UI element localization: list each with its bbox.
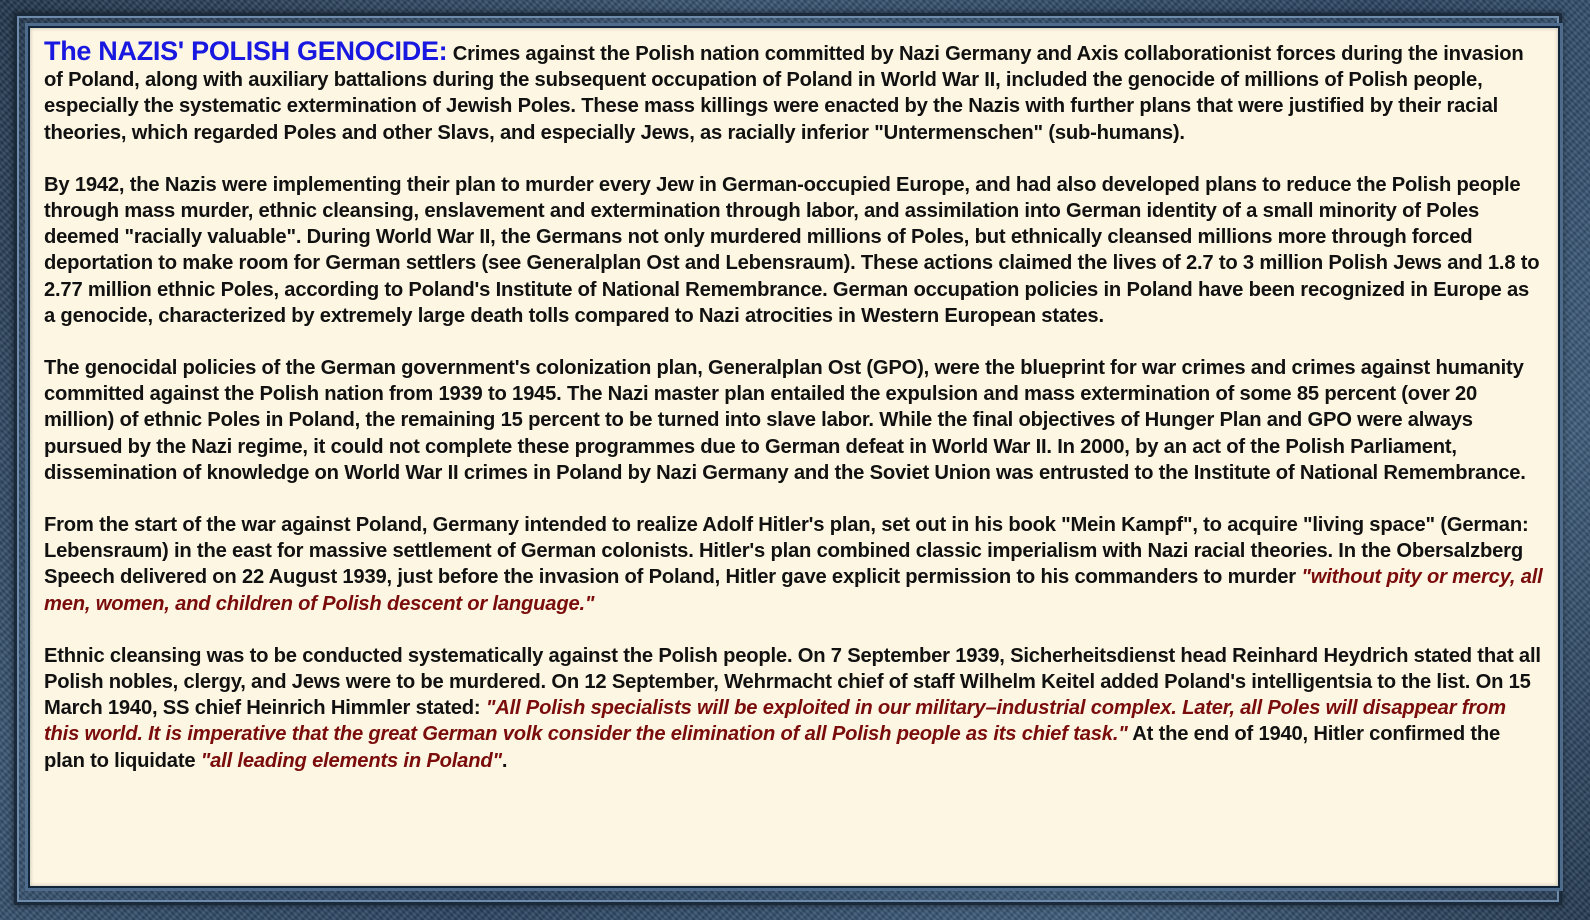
himmler-quote: "All Polish specialists will be exploited in our military–industrial complex. Later, all Poles will disappear from this world. It is imperative that the great German volk consider the elimination of all Polish people as its chief task." xyxy=(44,697,1506,746)
paragraph-ethnic-cleansing xyxy=(44,643,1544,774)
paragraph-ethnic-cleansing-text-b: At the end of 1940, Hitler confirmed the plan to liquidate xyxy=(44,723,1501,772)
hitler-liquidate-quote: "all leading elements in Poland" xyxy=(200,749,502,772)
paragraph-1942-plans xyxy=(44,172,1544,329)
paragraph-ethnic-cleansing-text-c: . xyxy=(501,749,508,772)
paragraph-intro-text: Crimes against the Polish nation committed by Nazi Germany and Axis collaborationist forces during the invasion of Poland, along with auxiliary battalions during the subsequent occupation of Poland in World War II, included the genocide of millions of Polish people, especially the systematic extermination of Jewish Poles. These mass killings were enacted by the Nazis with further plans that were justified by their racial theories, which regarded Poles and other Slavs, and especially Jews, as racially inferior "Untermenschen" (sub-humans). xyxy=(44,43,1524,144)
paragraph-lebensraum xyxy=(44,512,1544,617)
paragraph-ethnic-cleansing-text-a: Ethnic cleansing was to be conducted systematically against the Polish people. On 7 September 1939, Sicherheitsdienst head Reinhard Heydrich stated that all Polish nobles, clergy, and Jews were to be murdered. On 12 September, Wehrmacht chief of staff Wilhelm Keitel added Poland's intelligentsia to the list. On 15 March 1940, SS chief Heinrich Himmler stated: xyxy=(44,644,1541,720)
paragraph-generalplan-ost-text: The genocidal policies of the German government's colonization plan, Generalplan Ost (GPO), were the blueprint for war crimes and crimes against humanity committed against the Polish nation from 1939 to 1945. The Nazi master plan entailed the expulsion and mass extermination of some 85 percent (over 20 million) of ethnic Poles in Poland, the remaining 15 percent to be turned into slave labor. While the final objectives of Hunger Plan and GPO were always pursued by the Nazi regime, it could not complete these programmes due to German defeat in World War II. In 2000, by an act of the Polish Parliament, dissemination of knowledge on World War II crimes in Poland by Nazi Germany and the Soviet Union was entrusted to the Institute of National Remembrance. xyxy=(44,357,1526,484)
paragraph-lebensraum-text: From the start of the war against Poland, Germany intended to realize Adolf Hitler's plan, set out in his book "Mein Kampf", to acquire "living space" (German: Lebensraum) in the east for massive settlement of German colonists. Hitler's plan combined classic imperialism with Nazi racial theories. In the Obersalzberg Speech delivered on 22 August 1939, just before the invasion of Poland, Hitler gave explicit permission to his commanders to murder xyxy=(44,514,1529,589)
paragraph-intro xyxy=(44,38,1544,146)
paragraph-generalplan-ost xyxy=(44,355,1544,486)
paragraph-1942-plans-text: By 1942, the Nazis were implementing their plan to murder every Jew in German-occupied Europe, and had also developed plans to reduce the Polish people through mass murder, ethnic cleansing, enslavement and extermination through labor, and assimilation into German identity of a small minority of Poles deemed "racially valuable". During World War II, the Germans not only murdered millions of Poles, but ethnically cleansed millions more through forced deportation to make room for German settlers (see Generalplan Ost and Lebensraum). These actions claimed the lives of 2.7 to 3 million Polish Jews and 1.8 to 2.77 million ethnic Poles, according to Poland's Institute of National Remembrance. German occupation policies in Poland have been recognized in Europe as a genocide, characterized by extremely large death tolls compared to Nazi atrocities in Western European states. xyxy=(44,173,1540,327)
obersalzberg-quote: "without pity or mercy, all men, women, and children of Polish descent or language." xyxy=(44,566,1543,615)
article-panel xyxy=(28,26,1560,888)
article-title: The NAZIS' POLISH GENOCIDE: xyxy=(44,36,448,66)
